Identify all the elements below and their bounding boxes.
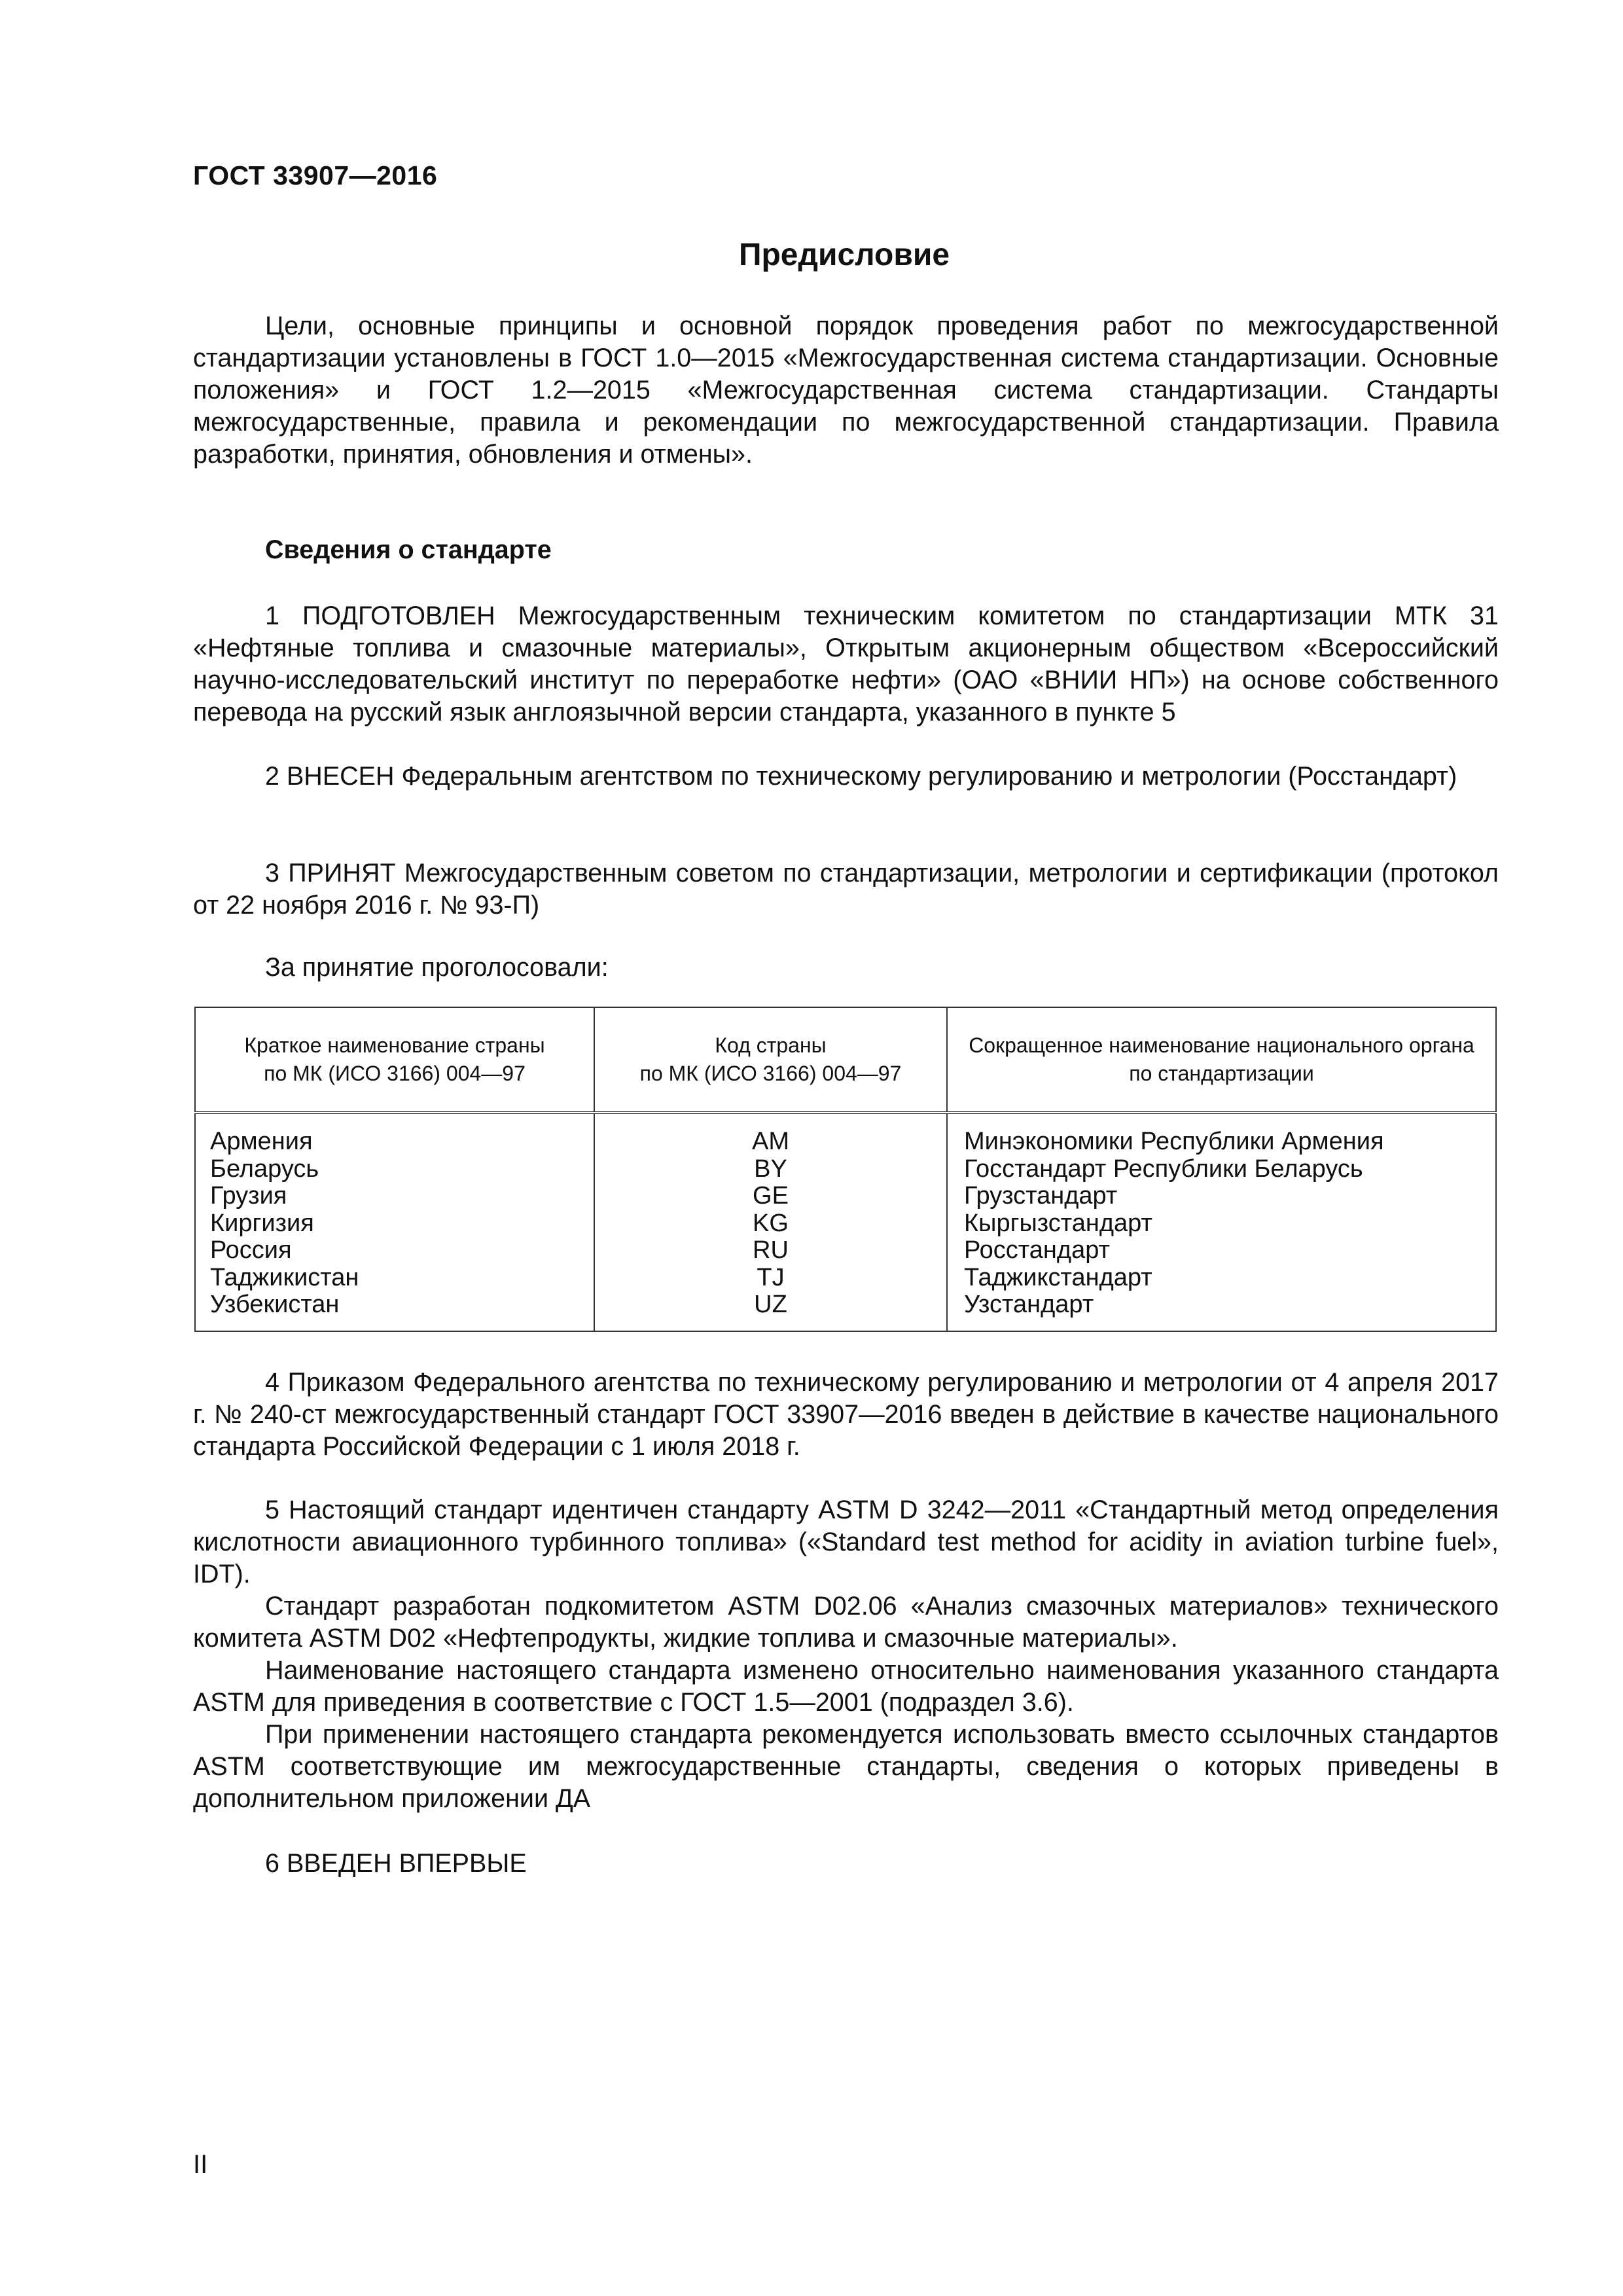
table-header-row	[195, 1007, 1496, 1113]
national-body: Минэкономики Республики Армения	[964, 1128, 1384, 1155]
document-code: ГОСТ 33907—2016	[193, 160, 438, 190]
national-body: Госстандарт Республики Беларусь	[964, 1155, 1363, 1183]
country-code: BY	[754, 1155, 787, 1183]
country-code: KG	[753, 1209, 789, 1237]
header-line: по стандартизации	[1129, 1062, 1314, 1085]
country-name: Армения	[210, 1128, 313, 1155]
item-5-paragraph: 5 Настоящий стандарт идентичен стандарту ASTM D 3242—2011 «Стандартный метод определения кислотности авиационного турбинного топлива» («Standard test method for acidity in aviation turbine fuel», IDT).	[193, 1496, 1499, 1588]
header-line: Сокращенное наименование национального органа	[969, 1033, 1474, 1057]
voted-label: За принятие проголосовали:	[265, 953, 609, 982]
national-body: Грузстандарт	[964, 1182, 1118, 1210]
info-heading: Сведения о стандарте	[265, 535, 552, 564]
header-line: Код страны	[715, 1033, 827, 1057]
country-code: GE	[753, 1182, 789, 1210]
intro-paragraph: Цели, основные принципы и основной порядок проведения работ по межгосударственной стандартизации установлены в ГОСТ 1.0—2015 «Межгосударственная система стандартизации. Основные положения» и ГОСТ 1.2—2015 «Межгосударственная система стандартизации. Стандарты межгосударственные, правила и рекомендации по межгосударственной стандартизации. Правила разработки, принятия, обновления и отмены».	[193, 312, 1499, 469]
country-name: Грузия	[210, 1182, 287, 1210]
national-body: Узстандарт	[964, 1291, 1094, 1318]
country-codes-cell	[594, 1113, 947, 1331]
country-code: AM	[752, 1128, 789, 1155]
country-code: UZ	[754, 1291, 787, 1318]
table-body-row	[195, 1113, 1496, 1331]
national-body: Росстандарт	[964, 1236, 1110, 1264]
country-name: Таджикистан	[210, 1263, 359, 1291]
country-name: Киргизия	[210, 1209, 314, 1237]
item-6-paragraph: 6 ВВЕДЕН ВПЕРВЫЕ	[265, 1849, 527, 1878]
page-number: II	[193, 2150, 208, 2179]
item-4-paragraph: 4 Приказом Федерального агентства по техническому регулированию и метрологии от 4 апреля 2017 г. № 240-ст межгосударственный стандарт ГОСТ 33907—2016 введен в действие в качестве национального стандарта Российской Федерации с 1 июля 2018 г.	[193, 1368, 1499, 1461]
national-body: Таджикстандарт	[964, 1263, 1152, 1291]
header-line: Краткое наименование страны	[244, 1033, 545, 1057]
item-3-paragraph: 3 ПРИНЯТ Межгосударственным советом по стандартизации, метрологии и сертификации (протокол от 22 ноября 2016 г. № 93-П)	[193, 859, 1499, 920]
header-country-code	[594, 1007, 947, 1113]
header-line: по МК (ИСО 3166) 004—97	[264, 1062, 526, 1085]
header-national-body	[947, 1007, 1496, 1113]
item-5-paragraph-4: При применении настоящего стандарта рекомендуется использовать вместо ссылочных стандартов ASTM соответствующие им межгосударственные стандарты, сведения о которых приведены в дополнительном приложении ДА	[193, 1720, 1499, 1813]
country-name: Россия	[210, 1236, 292, 1264]
voting-table	[194, 1007, 1497, 1332]
country-name: Беларусь	[210, 1155, 319, 1183]
header-line: по МК (ИСО 3166) 004—97	[639, 1062, 902, 1085]
item-5-paragraph-3: Наименование настоящего стандарта изменено относительно наименования указанного стандарта ASTM для приведения в соответствие с ГОСТ 1.5—2001 (подраздел 3.6).	[193, 1656, 1499, 1717]
country-code: RU	[753, 1236, 789, 1264]
item-1-paragraph: 1 ПОДГОТОВЛЕН Межгосударственным техническим комитетом по стандартизации МТК 31 «Нефтяные топлива и смазочные материалы», Открытым акционерным обществом «Всероссийский научно-исследовательский институт по переработке нефти» (ОАО «ВНИИ НП») на основе собственного перевода на русский язык англоязычной версии стандарта, указанного в пункте 5	[193, 601, 1499, 726]
national-bodies-cell	[947, 1113, 1496, 1331]
country-name: Узбекистан	[210, 1291, 340, 1318]
page-title: Предисловие	[738, 238, 950, 272]
header-country-name	[195, 1007, 594, 1113]
item-2-paragraph: 2 ВНЕСЕН Федеральным агентством по техническому регулированию и метрологии (Росстандарт)	[265, 762, 1457, 791]
country-code: TJ	[757, 1263, 785, 1291]
national-body: Кыргызстандарт	[964, 1209, 1152, 1237]
country-names-cell	[195, 1113, 594, 1331]
item-5-paragraph-2: Стандарт разработан подкомитетом ASTM D02.06 «Анализ смазочных материалов» технического комитета ASTM D02 «Нефтепродукты, жидкие топлива и смазочные материалы».	[193, 1592, 1499, 1653]
